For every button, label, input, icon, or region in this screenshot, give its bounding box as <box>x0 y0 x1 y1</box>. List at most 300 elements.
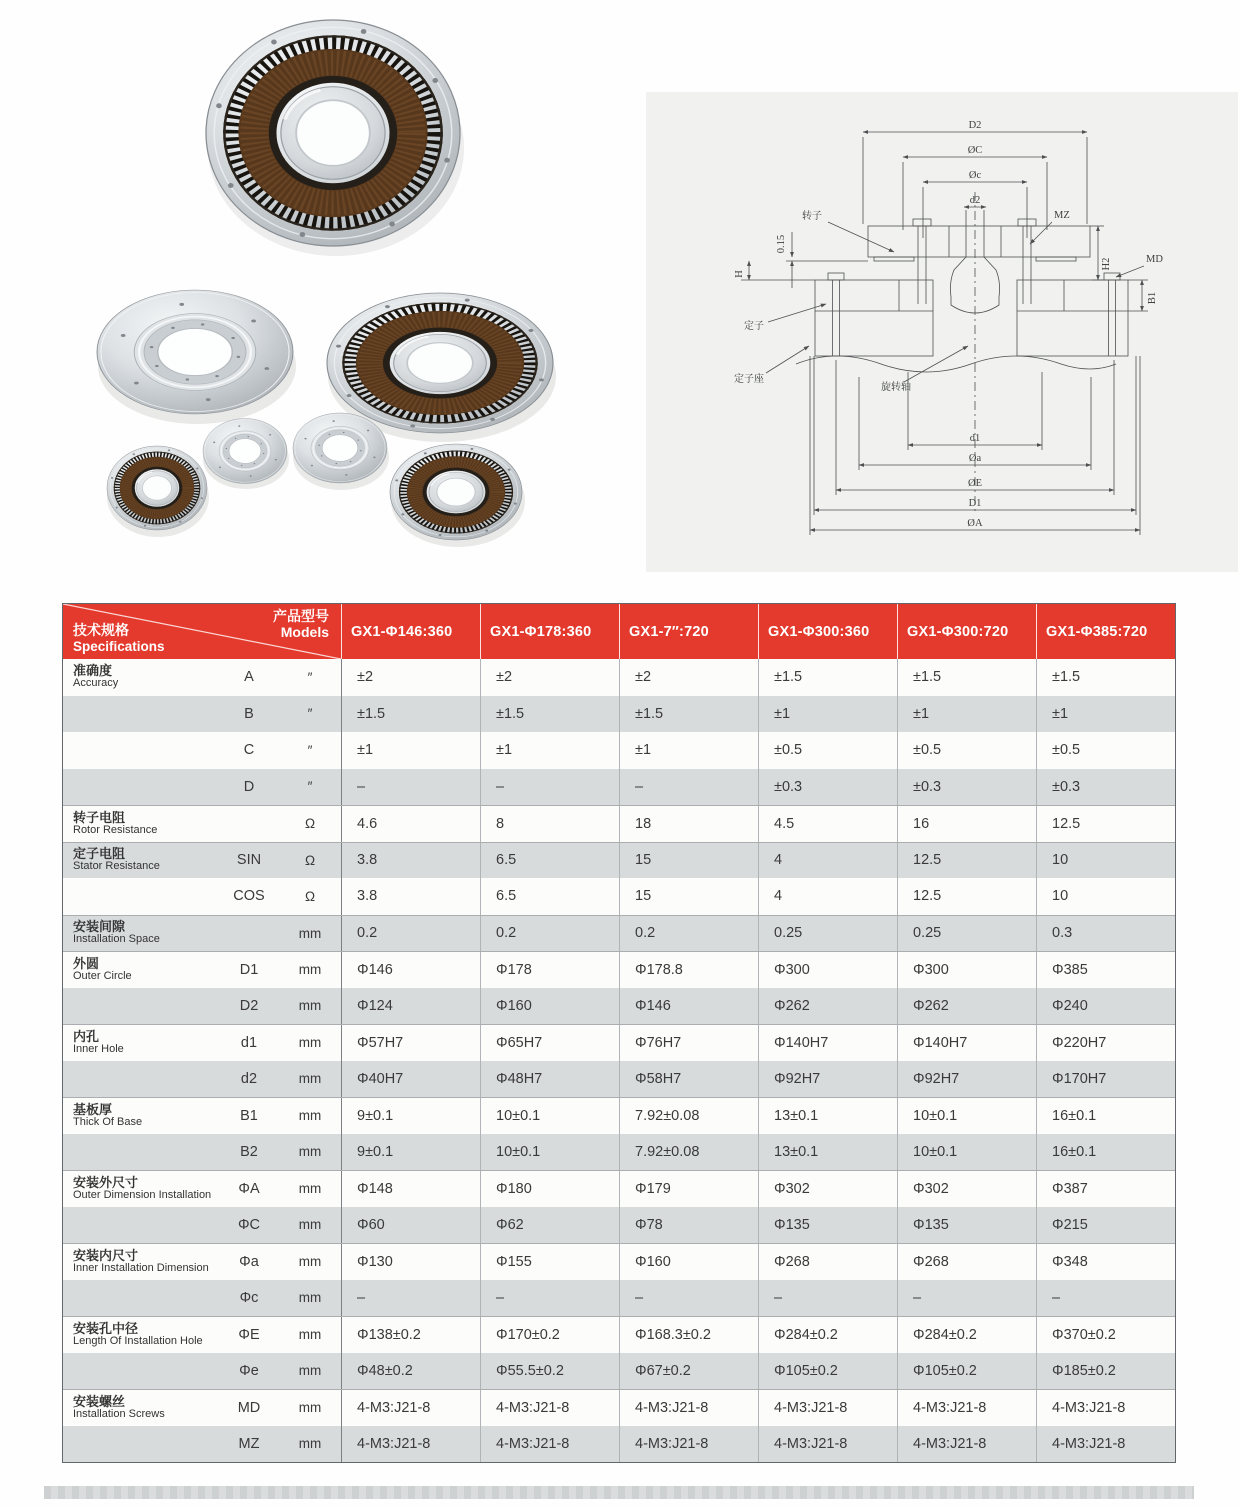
table-row <box>63 769 1175 806</box>
spec-value-cell: – <box>1036 1280 1175 1317</box>
label-c-inner: Øc <box>968 170 982 181</box>
model-column-header: GX1-Φ300:720 <box>897 604 1036 659</box>
spec-group-label <box>63 920 219 946</box>
spec-unit-label: mm <box>298 1071 322 1087</box>
scan-artifact-band <box>44 1486 1194 1499</box>
spec-group-label-zh: 外圆 <box>73 955 100 971</box>
label-A-outer: ØA <box>967 518 983 529</box>
spec-sub-label: D1 <box>239 961 259 978</box>
spec-models-corner-cell <box>63 604 341 659</box>
spec-value-cell: Φ284±0.2 <box>897 1317 1036 1353</box>
spec-value-cell: Φ302 <box>897 1171 1036 1207</box>
table-row <box>63 1353 1175 1390</box>
spec-group-label-en: Stator Resistance <box>73 860 160 873</box>
md-leader <box>1116 266 1144 277</box>
spec-value-cell: 10±0.1 <box>480 1134 619 1171</box>
dim-B1 <box>1128 280 1148 311</box>
spec-value-cell: ±0.5 <box>758 732 897 769</box>
table-row <box>63 1243 1175 1280</box>
spec-sub-label: B1 <box>240 1107 258 1124</box>
spec-label-cell <box>63 988 341 1025</box>
spec-group-label-en: Outer Dimension Installation <box>73 1188 212 1201</box>
table-row <box>63 951 1175 988</box>
spec-value-cell: 4-M3:J21-8 <box>341 1426 480 1463</box>
spec-value-cell: ±0.3 <box>897 769 1036 806</box>
spec-label-cell <box>63 843 341 879</box>
spec-value-cell: Φ146 <box>619 988 758 1025</box>
spec-group-label-zh: 基板厚 <box>73 1101 113 1117</box>
spec-group-label-en: Length Of Installation Hole <box>73 1334 203 1347</box>
spec-label-cell <box>63 696 341 733</box>
spec-group-label <box>63 664 219 690</box>
spec-sub-label: ΦA <box>238 1180 260 1197</box>
spec-value-cell: ±1 <box>897 696 1036 733</box>
spec-table <box>62 603 1176 1463</box>
spec-value-cell: 4-M3:J21-8 <box>1036 1426 1175 1463</box>
table-row <box>63 1426 1175 1463</box>
table-row <box>63 1024 1175 1061</box>
spec-value-cell: 4.6 <box>341 806 480 842</box>
spec-sub-label: d1 <box>240 1034 258 1051</box>
spec-value-cell: Φ262 <box>758 988 897 1025</box>
photo-small-rotor-ring <box>107 446 209 537</box>
spec-group-label-zh: 安装间隙 <box>73 919 126 935</box>
spec-label-cell <box>63 1061 341 1098</box>
spec-unit-label: mm <box>298 1254 322 1270</box>
spec-sub-label: D <box>243 778 255 795</box>
table-row <box>63 1389 1175 1426</box>
spec-value-cell: Φ179 <box>619 1171 758 1207</box>
label-stator: 定子 <box>744 321 764 332</box>
spec-group-label-en: Outer Circle <box>73 969 132 982</box>
models-header-en: Models <box>280 623 329 640</box>
spec-value-cell: 7.92±0.08 <box>619 1098 758 1134</box>
model-column-header: GX1-Φ300:360 <box>758 604 897 659</box>
spec-value-cell: 0.25 <box>897 916 1036 952</box>
label-gap: 0.15 <box>776 234 787 254</box>
spec-value-cell: Φ65H7 <box>480 1025 619 1061</box>
spec-value-cell: ±1 <box>1036 696 1175 733</box>
rotor-outline <box>868 226 1090 261</box>
spec-unit-label: mm <box>298 1290 322 1306</box>
spec-value-cell: Φ130 <box>341 1244 480 1280</box>
shaft-leader <box>904 346 968 382</box>
spec-value-cell: ±0.5 <box>897 732 1036 769</box>
table-row <box>63 842 1175 879</box>
spec-value-cell: Φ215 <box>1036 1207 1175 1244</box>
spec-value-cell: ±1.5 <box>341 696 480 733</box>
spec-value-cell: Φ57H7 <box>341 1025 480 1061</box>
photo-small-stator-ring-2 <box>293 413 389 490</box>
spec-header-zh: 技术规格 <box>73 622 129 639</box>
spec-group-label <box>63 811 219 837</box>
label-shaft: 旋转轴 <box>881 382 911 393</box>
spec-value-cell: 15 <box>619 878 758 915</box>
spec-unit-label: mm <box>298 1108 322 1124</box>
dim-H <box>741 261 815 280</box>
spec-group-label-en: Installation Space <box>73 933 160 946</box>
spec-group-label <box>63 957 219 983</box>
label-d2-inner: d2 <box>969 195 981 206</box>
spec-label-cell <box>63 1134 341 1171</box>
spec-sub-label: MD <box>237 1399 261 1416</box>
spec-table-body <box>63 659 1175 1462</box>
spec-label-cell <box>63 1353 341 1390</box>
spec-value-cell: – <box>758 1280 897 1317</box>
spec-value-cell: – <box>480 769 619 806</box>
spec-group-label <box>63 1176 219 1202</box>
table-row <box>63 1316 1175 1353</box>
spec-sub-label: B2 <box>240 1143 258 1160</box>
spec-sub-label: C <box>243 742 255 759</box>
spec-sub-label: COS <box>233 888 265 905</box>
spec-group-label-zh: 安装外尺寸 <box>73 1174 139 1190</box>
table-row <box>63 878 1175 915</box>
spec-value-cell: ±1.5 <box>619 696 758 733</box>
table-row <box>63 1061 1175 1098</box>
spec-label-cell <box>63 952 341 988</box>
spec-label-cell <box>63 1207 341 1244</box>
spec-header-en: Specifications <box>73 638 165 654</box>
spec-value-cell: Φ105±0.2 <box>758 1353 897 1390</box>
spec-sub-label: SIN <box>236 852 262 869</box>
spec-value-cell: 0.25 <box>758 916 897 952</box>
spec-group-label-zh: 安装孔中径 <box>73 1320 139 1336</box>
spec-value-cell: Φ385 <box>1036 952 1175 988</box>
spec-value-cell: 7.92±0.08 <box>619 1134 758 1171</box>
spec-value-cell: – <box>480 1280 619 1317</box>
spec-value-cell: 0.2 <box>619 916 758 952</box>
product-photos <box>0 0 660 580</box>
spec-value-cell: Φ284±0.2 <box>758 1317 897 1353</box>
spec-value-cell: ±1 <box>758 696 897 733</box>
spec-group-label-zh: 安装螺丝 <box>73 1393 126 1409</box>
stator-seat-leader <box>766 346 809 373</box>
table-row <box>63 805 1175 842</box>
spec-group-label-zh: 安装内尺寸 <box>73 1247 139 1263</box>
spec-value-cell: Φ135 <box>897 1207 1036 1244</box>
spec-value-cell: Φ48H7 <box>480 1061 619 1098</box>
spec-unit-label: ″ <box>307 779 313 795</box>
spec-value-cell: Φ135 <box>758 1207 897 1244</box>
spec-value-cell: 13±0.1 <box>758 1098 897 1134</box>
spec-value-cell: ±1.5 <box>480 696 619 733</box>
spec-group-label <box>63 1249 219 1275</box>
mz-leader <box>1030 222 1052 244</box>
spec-value-cell: 10±0.1 <box>897 1098 1036 1134</box>
spec-value-cell: 4-M3:J21-8 <box>758 1426 897 1463</box>
spec-sub-label: ΦC <box>237 1216 261 1233</box>
spec-unit-label: mm <box>298 925 322 941</box>
spec-sub-label: d2 <box>240 1070 258 1087</box>
spec-value-cell: 4-M3:J21-8 <box>619 1390 758 1426</box>
spec-value-cell: 10±0.1 <box>897 1134 1036 1171</box>
spec-value-cell: ±2 <box>619 659 758 696</box>
label-MZ: MZ <box>1054 210 1070 221</box>
spec-value-cell: Φ302 <box>758 1171 897 1207</box>
stator-outline <box>796 280 1128 372</box>
spec-sub-label: Φe <box>239 1362 259 1379</box>
spec-label-cell <box>63 1390 341 1426</box>
spec-unit-label: mm <box>298 1400 322 1416</box>
table-row <box>63 1207 1175 1244</box>
spec-value-cell: Φ170±0.2 <box>480 1317 619 1353</box>
spec-group-label <box>63 1322 219 1348</box>
spec-value-cell: Φ55.5±0.2 <box>480 1353 619 1390</box>
label-MD: MD <box>1146 254 1163 265</box>
spec-label-cell <box>63 1244 341 1280</box>
label-stator-seat: 定子座 <box>734 374 764 385</box>
spec-value-cell: 10 <box>1036 878 1175 915</box>
spec-unit-label: mm <box>298 1181 322 1197</box>
spec-value-cell: – <box>341 1280 480 1317</box>
spec-value-cell: Φ146 <box>341 952 480 988</box>
spec-value-cell: Φ185±0.2 <box>1036 1353 1175 1390</box>
spec-group-label-en: Installation Screws <box>73 1407 165 1420</box>
spec-group-label <box>63 1030 219 1056</box>
spec-value-cell: Φ62 <box>480 1207 619 1244</box>
spec-value-cell: Φ148 <box>341 1171 480 1207</box>
spec-value-cell: Φ140H7 <box>897 1025 1036 1061</box>
spec-value-cell: 6.5 <box>480 878 619 915</box>
spec-value-cell: 4-M3:J21-8 <box>1036 1390 1175 1426</box>
label-C-outer: ØC <box>967 145 983 156</box>
spec-value-cell: Φ170H7 <box>1036 1061 1175 1098</box>
label-D2: D2 <box>968 120 982 131</box>
spec-value-cell: Φ60 <box>341 1207 480 1244</box>
spec-sub-label: Φc <box>239 1289 259 1306</box>
spec-value-cell: 3.8 <box>341 878 480 915</box>
spec-sub-label: A <box>244 669 254 686</box>
table-row <box>63 1134 1175 1171</box>
spec-value-cell: 4-M3:J21-8 <box>619 1426 758 1463</box>
spec-value-cell: Φ124 <box>341 988 480 1025</box>
spec-value-cell: – <box>341 769 480 806</box>
spec-value-cell: 8 <box>480 806 619 842</box>
spec-value-cell: Φ268 <box>758 1244 897 1280</box>
spec-value-cell: ±2 <box>341 659 480 696</box>
table-row <box>63 1097 1175 1134</box>
label-D1-outer: D1 <box>968 498 982 509</box>
spec-value-cell: 9±0.1 <box>341 1098 480 1134</box>
spec-value-cell: 4-M3:J21-8 <box>341 1390 480 1426</box>
spec-value-cell: 4-M3:J21-8 <box>897 1426 1036 1463</box>
spec-value-cell: Φ268 <box>897 1244 1036 1280</box>
spec-group-label-en: Rotor Resistance <box>73 823 158 836</box>
table-row <box>63 732 1175 769</box>
spec-value-cell: 12.5 <box>897 843 1036 879</box>
table-row <box>63 915 1175 952</box>
dim-c-inner <box>923 182 1027 238</box>
spec-value-cell: Φ168.3±0.2 <box>619 1317 758 1353</box>
spec-group-label-en: Inner Hole <box>73 1042 124 1055</box>
spec-table-header <box>63 604 1175 659</box>
spec-value-cell: ±2 <box>480 659 619 696</box>
spec-value-cell: ±1.5 <box>758 659 897 696</box>
spec-value-cell: 4-M3:J21-8 <box>758 1390 897 1426</box>
spec-unit-label: mm <box>298 1217 322 1233</box>
spec-value-cell: – <box>619 769 758 806</box>
spec-label-cell <box>63 1426 341 1463</box>
spec-value-cell: ±1 <box>480 732 619 769</box>
cross-section-diagram <box>646 92 1238 572</box>
spec-unit-label: ″ <box>307 742 313 758</box>
models-header-label <box>273 609 329 640</box>
spec-value-cell: 4.5 <box>758 806 897 842</box>
spec-label-cell <box>63 659 341 696</box>
spec-unit-label: mm <box>298 998 322 1014</box>
spec-label-cell <box>63 806 341 842</box>
mz-screw-left <box>913 219 931 304</box>
spec-value-cell: Φ262 <box>897 988 1036 1025</box>
stator-leader <box>768 304 826 322</box>
label-H2: H2 <box>1101 257 1112 271</box>
spec-value-cell: 9±0.1 <box>341 1134 480 1171</box>
spec-label-cell <box>63 732 341 769</box>
photo-large-rotor-ring <box>206 20 464 256</box>
spec-sub-label: B <box>244 705 254 722</box>
photo-small-stator-ring-1 <box>203 419 289 490</box>
spec-sub-label: Φa <box>239 1253 259 1270</box>
spec-sub-label: D2 <box>239 997 259 1014</box>
table-row <box>63 659 1175 696</box>
spec-value-cell: Φ140H7 <box>758 1025 897 1061</box>
model-column-header: GX1-Φ385:720 <box>1036 604 1175 659</box>
spec-value-cell: 3.8 <box>341 843 480 879</box>
spec-sub-label: ΦE <box>238 1326 260 1343</box>
spec-group-label-en: Thick Of Base <box>73 1115 143 1128</box>
spec-value-cell: Φ348 <box>1036 1244 1175 1280</box>
spec-unit-label: ″ <box>307 669 313 685</box>
spec-group-label-zh: 转子电阻 <box>73 809 126 825</box>
break-wave <box>796 356 1116 372</box>
model-column-header: GX1-Φ178:360 <box>480 604 619 659</box>
spec-value-cell: Φ40H7 <box>341 1061 480 1098</box>
spec-value-cell: Φ76H7 <box>619 1025 758 1061</box>
spec-group-label-zh: 准确度 <box>73 663 113 679</box>
spec-value-cell: 16±0.1 <box>1036 1098 1175 1134</box>
spec-value-cell: Φ105±0.2 <box>897 1353 1036 1390</box>
label-E-outer: ØE <box>968 478 982 489</box>
spec-value-cell: ±0.3 <box>1036 769 1175 806</box>
spec-unit-label: ″ <box>307 706 313 722</box>
label-B1: B1 <box>1147 291 1158 305</box>
spec-value-cell: 10 <box>1036 843 1175 879</box>
dim-H2 <box>1090 226 1104 280</box>
spec-value-cell: 12.5 <box>1036 806 1175 842</box>
md-screw-right <box>1104 273 1120 356</box>
spec-label-cell <box>63 1098 341 1134</box>
photo-large-stator-ring <box>97 290 296 424</box>
spec-value-cell: 16±0.1 <box>1036 1134 1175 1171</box>
model-column-header: GX1-7″:720 <box>619 604 758 659</box>
spec-group-label <box>63 847 219 873</box>
spec-value-cell: Φ300 <box>897 952 1036 988</box>
spec-value-cell: ±1.5 <box>897 659 1036 696</box>
spec-value-cell: 18 <box>619 806 758 842</box>
table-row <box>63 988 1175 1025</box>
spec-group-label-zh: 定子电阻 <box>73 846 126 862</box>
rotor-leader <box>828 222 894 252</box>
spec-unit-label: mm <box>298 1144 322 1160</box>
spec-label-cell <box>63 1025 341 1061</box>
spec-value-cell: Φ58H7 <box>619 1061 758 1098</box>
spec-value-cell: ±1 <box>619 732 758 769</box>
photo-medium-rotor-ring <box>390 444 525 547</box>
spec-value-cell: Φ178 <box>480 952 619 988</box>
spec-value-cell: ±0.3 <box>758 769 897 806</box>
spec-group-label-en: Accuracy <box>73 677 119 690</box>
spec-value-cell: Φ178.8 <box>619 952 758 988</box>
spec-value-cell: Φ78 <box>619 1207 758 1244</box>
label-rotor: 转子 <box>802 211 822 222</box>
spec-label-cell <box>63 916 341 952</box>
spec-value-cell: 0.2 <box>341 916 480 952</box>
spec-group-label <box>63 1395 219 1421</box>
spec-value-cell: – <box>897 1280 1036 1317</box>
label-d1: d1 <box>969 433 981 444</box>
spec-value-cell: – <box>619 1280 758 1317</box>
spec-value-cell: 16 <box>897 806 1036 842</box>
spec-value-cell: Φ67±0.2 <box>619 1353 758 1390</box>
table-row <box>63 1280 1175 1317</box>
spec-unit-label: mm <box>298 962 322 978</box>
spec-value-cell: 4-M3:J21-8 <box>480 1426 619 1463</box>
table-row <box>63 1170 1175 1207</box>
spec-value-cell: 0.3 <box>1036 916 1175 952</box>
spec-unit-label: mm <box>298 1327 322 1343</box>
spec-value-cell: Φ155 <box>480 1244 619 1280</box>
spec-unit-label: mm <box>298 1035 322 1051</box>
spec-group-label-en: Inner Installation Dimension <box>73 1261 209 1274</box>
spec-value-cell: 6.5 <box>480 843 619 879</box>
spec-value-cell: 0.2 <box>480 916 619 952</box>
md-screw-left <box>828 273 844 356</box>
spec-unit-label: Ω <box>304 816 316 832</box>
spec-value-cell: ±1.5 <box>1036 659 1175 696</box>
spec-value-cell: Φ370±0.2 <box>1036 1317 1175 1353</box>
spec-value-cell: Φ220H7 <box>1036 1025 1175 1061</box>
spec-value-cell: 15 <box>619 843 758 879</box>
model-column-header: GX1-Φ146:360 <box>341 604 480 659</box>
spec-label-cell <box>63 1317 341 1353</box>
spec-value-cell: 4-M3:J21-8 <box>897 1390 1036 1426</box>
spec-value-cell: 4 <box>758 843 897 879</box>
spec-value-cell: Φ92H7 <box>758 1061 897 1098</box>
spec-label-cell <box>63 878 341 915</box>
spec-unit-label: mm <box>298 1436 322 1452</box>
spec-unit-label: Ω <box>304 852 316 868</box>
models-header-zh: 产品型号 <box>273 608 329 624</box>
label-a-inner: Øa <box>968 453 982 464</box>
spec-value-cell: Φ138±0.2 <box>341 1317 480 1353</box>
spec-label-cell <box>63 1171 341 1207</box>
spec-value-cell: 4-M3:J21-8 <box>480 1390 619 1426</box>
spec-value-cell: 10±0.1 <box>480 1098 619 1134</box>
spec-value-cell: Φ240 <box>1036 988 1175 1025</box>
spec-value-cell: Φ387 <box>1036 1171 1175 1207</box>
spec-value-cell: 13±0.1 <box>758 1134 897 1171</box>
spec-header-label <box>73 623 165 654</box>
spec-unit-label: Ω <box>304 888 316 904</box>
spec-value-cell: 12.5 <box>897 878 1036 915</box>
spec-value-cell: ±0.5 <box>1036 732 1175 769</box>
spec-unit-label: mm <box>298 1363 322 1379</box>
spec-value-cell: Φ48±0.2 <box>341 1353 480 1390</box>
spec-group-label <box>63 1103 219 1129</box>
label-H: H <box>734 270 745 278</box>
spec-value-cell: Φ160 <box>480 988 619 1025</box>
